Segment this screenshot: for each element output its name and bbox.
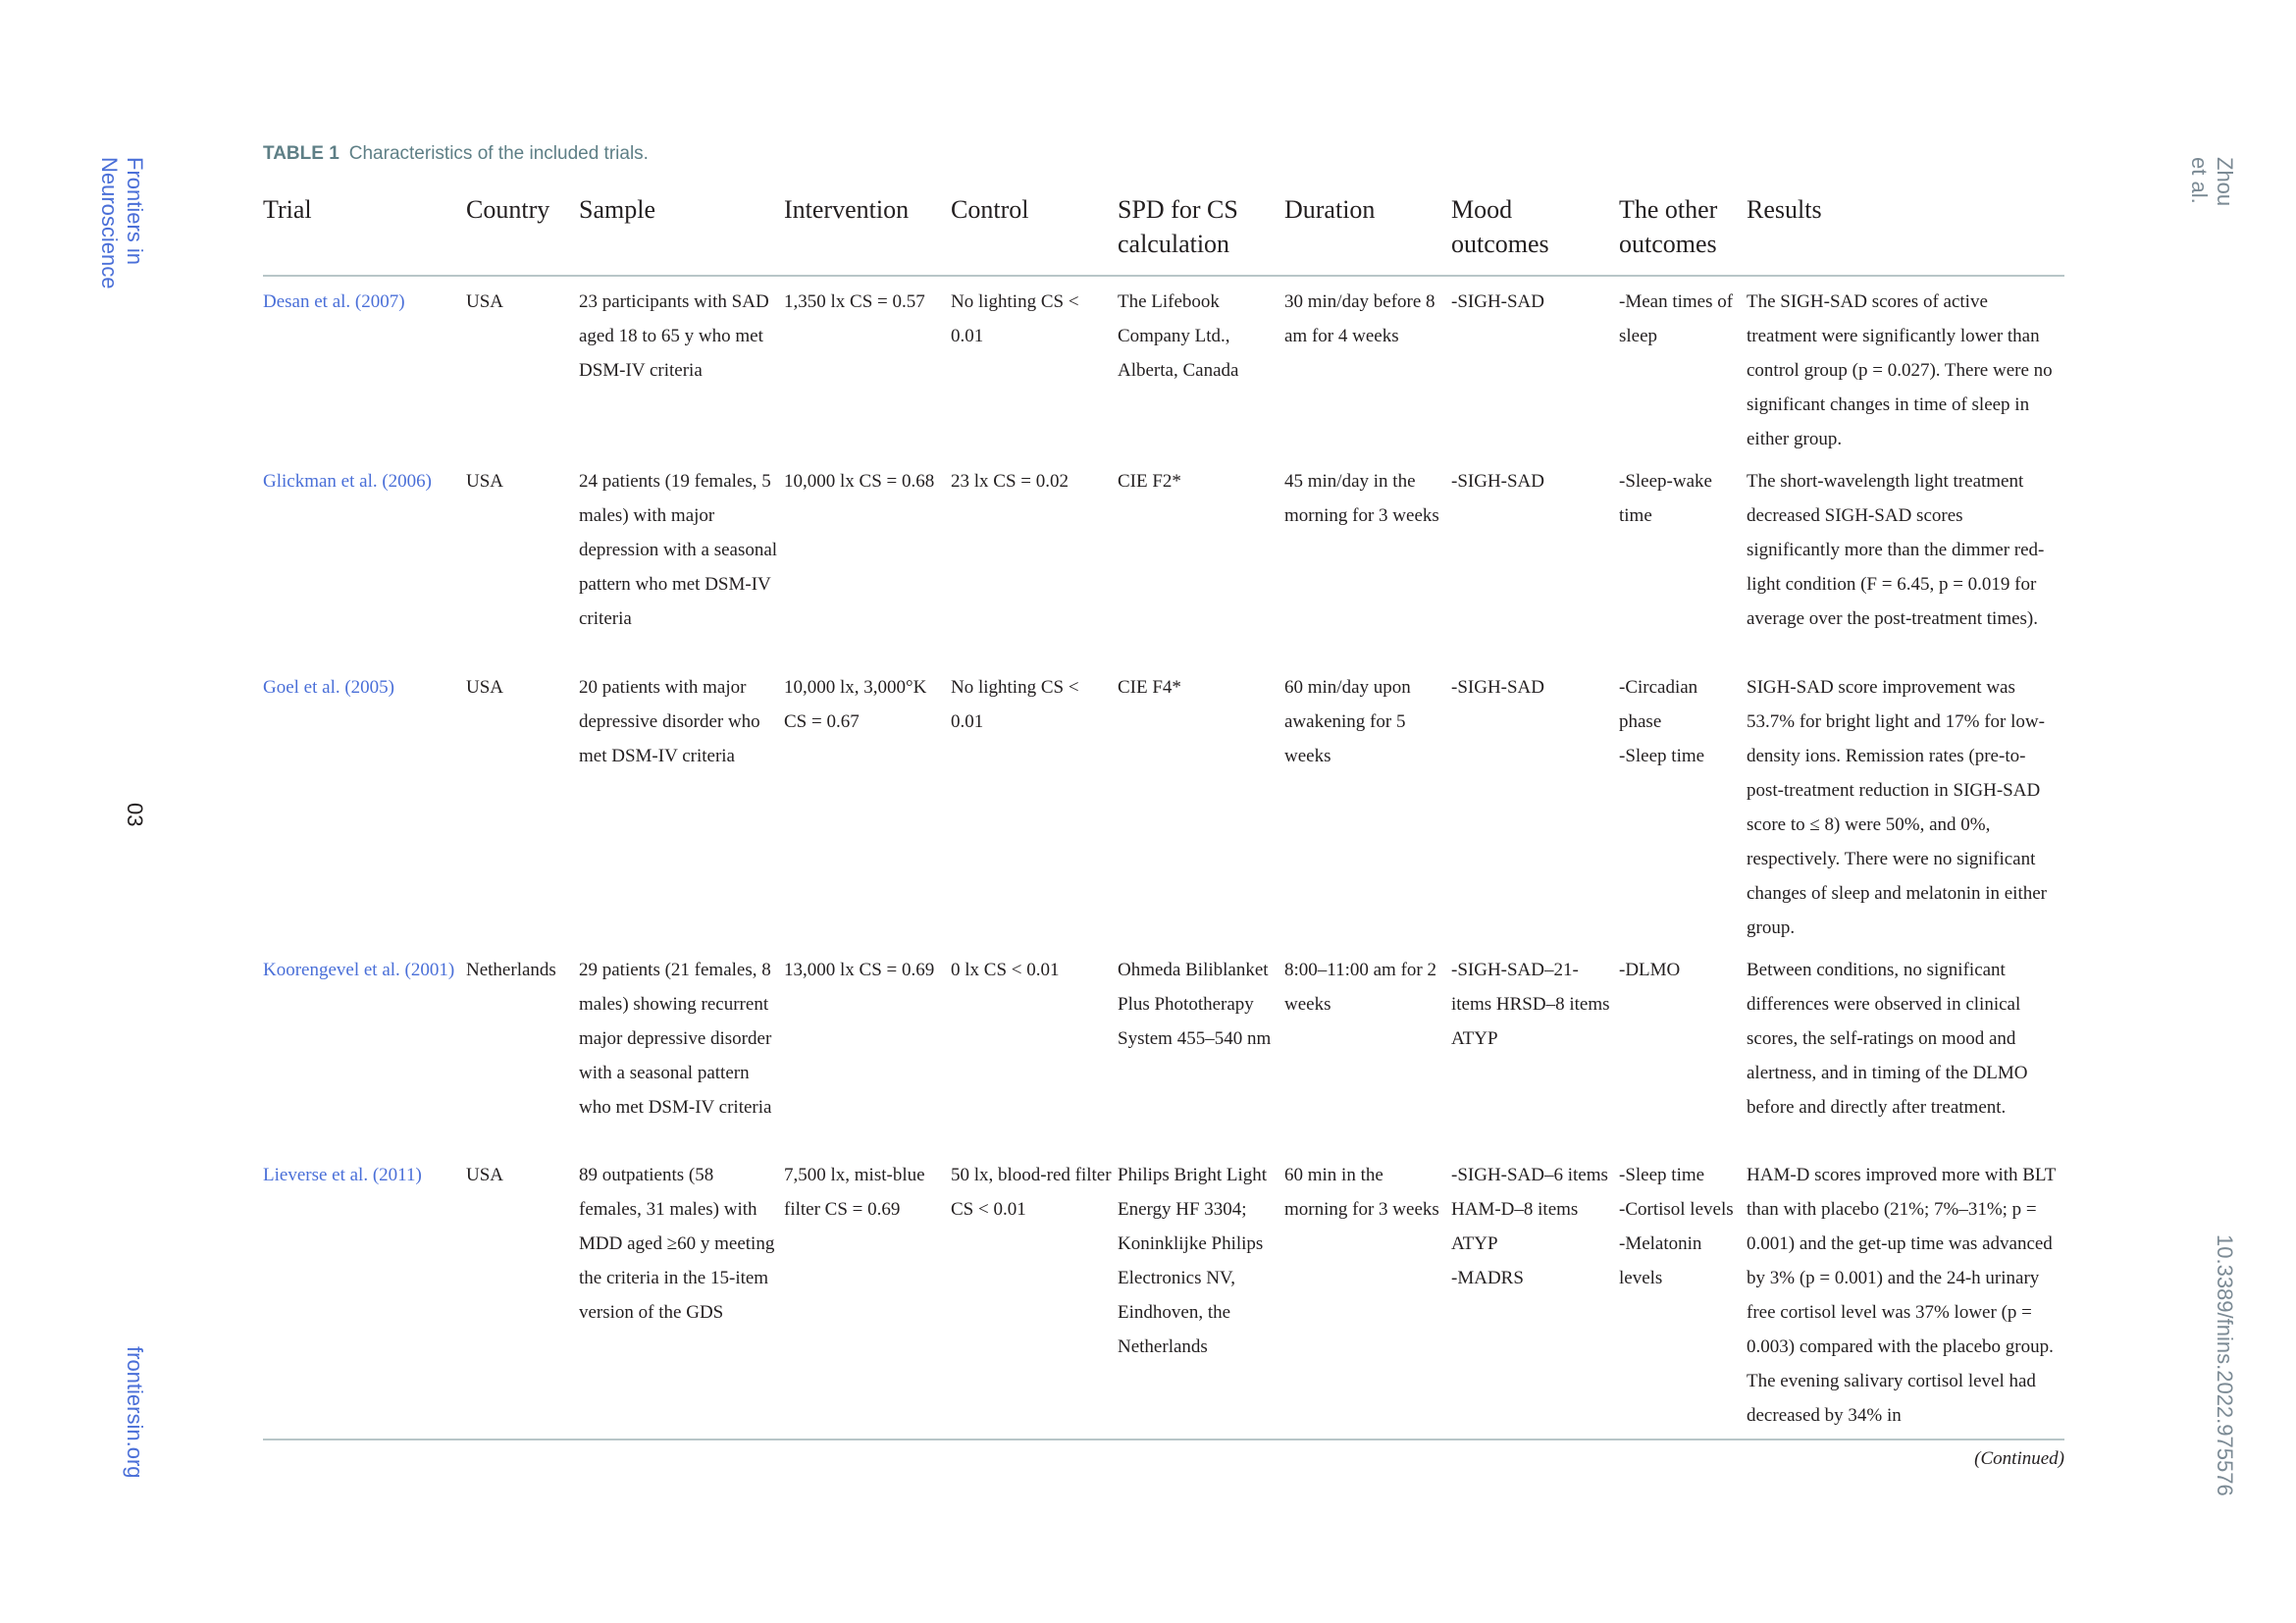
results-cell: The SIGH-SAD scores of active treatment were significantly lower than control group (p = 0.027). There were no significant changes in time of sleep in either group. xyxy=(1747,291,2053,449)
other-item: -Circadian phase xyxy=(1619,677,1698,732)
other-cell xyxy=(1619,276,1747,456)
spd-cell: Ohmeda Biliblanket Plus Phototherapy System 455–540 nm xyxy=(1118,960,1272,1049)
duration-cell: 60 min/day upon awakening for 5 weeks xyxy=(1284,677,1411,766)
country-cell: USA xyxy=(466,1150,579,1440)
mood-item: -SIGH-SAD–6 items HAM-D–8 items ATYP xyxy=(1451,1165,1608,1254)
other-cell xyxy=(1619,1150,1747,1440)
intervention-cell: 10,000 lx, 3,000°K CS = 0.67 xyxy=(784,677,927,732)
table-row xyxy=(263,662,2064,945)
page-number: 03 xyxy=(123,803,147,827)
control-cell: No lighting CS < 0.01 xyxy=(951,291,1079,346)
header-duration: Duration xyxy=(1284,184,1451,276)
mood-cell xyxy=(1451,276,1619,456)
intervention-cell: 7,500 lx, mist-blue filter CS = 0.69 xyxy=(784,1150,951,1440)
other-cell xyxy=(1619,456,1747,662)
trial-citation-link[interactable]: Goel et al. (2005) xyxy=(263,677,395,698)
control-cell: 0 lx CS < 0.01 xyxy=(951,960,1060,980)
other-item: -Cortisol levels xyxy=(1619,1199,1734,1220)
journal-name[interactable] xyxy=(96,157,147,289)
sample-cell: 23 participants with SAD aged 18 to 65 y who met DSM-IV criteria xyxy=(579,291,769,381)
control-cell: 50 lx, blood-red filter CS < 0.01 xyxy=(951,1150,1118,1440)
author-running-head: Zhou et al. xyxy=(2187,157,2237,207)
other-item: -Sleep time xyxy=(1619,1165,1705,1185)
results-cell: HAM-D scores improved more with BLT than with placebo (21%; 7%–31%; p = 0.001) and the get-up time was advanced by 3% (p = 0.001) and the 24-h urinary free cortisol level was 37% lower (p = 0.003) compared with the placebo group. The evening salivary cortisol level had decreased by 34% in xyxy=(1747,1150,2064,1440)
duration-cell: 8:00–11:00 am for 2 weeks xyxy=(1284,960,1436,1015)
other-item: -Sleep-wake time xyxy=(1619,471,1712,526)
site-link[interactable]: frontiersin.org xyxy=(123,1346,147,1479)
table-caption xyxy=(263,143,649,165)
mood-item: -MADRS xyxy=(1451,1268,1524,1288)
results-cell: Between conditions, no significant differences were observed in clinical scores, the self-ratings on mood and alertness, and in timing of the DLMO before and directly after treatment. xyxy=(1747,960,2028,1118)
header-other: The other outcomes xyxy=(1619,184,1747,276)
control-cell: 23 lx CS = 0.02 xyxy=(951,471,1069,492)
country-cell: Netherlands xyxy=(466,960,556,980)
spd-cell: The Lifebook Company Ltd., Alberta, Canada xyxy=(1118,291,1239,381)
sample-cell: 29 patients (21 females, 8 males) showing recurrent major depressive disorder with a seasonal pattern who met DSM-IV criteria xyxy=(579,960,772,1118)
journal-prefix: Frontiers in xyxy=(123,157,147,266)
trials-table xyxy=(263,184,2064,1440)
header-spd: SPD for CS calculation xyxy=(1118,184,1284,276)
table-row xyxy=(263,456,2064,662)
header-country: Country xyxy=(466,184,579,276)
mood-cell xyxy=(1451,456,1619,662)
duration-cell: 60 min in the morning for 3 weeks xyxy=(1284,1150,1451,1440)
other-item: -Mean times of sleep xyxy=(1619,291,1734,346)
mood-item: -SIGH-SAD xyxy=(1451,471,1544,492)
right-margin xyxy=(2187,157,2247,1496)
header-mood: Mood outcomes xyxy=(1451,184,1619,276)
other-item: -Melatonin levels xyxy=(1619,1233,1702,1288)
duration-cell: 45 min/day in the morning for 3 weeks xyxy=(1284,471,1439,526)
left-margin xyxy=(97,157,157,1482)
control-cell: No lighting CS < 0.01 xyxy=(951,677,1079,732)
journal-title: Neuroscience xyxy=(97,157,122,289)
spd-cell: Philips Bright Light Energy HF 3304; Koninklijke Philips Electronics NV, Eindhoven, the Netherlands xyxy=(1118,1150,1284,1440)
sample-cell: 89 outpatients (58 females, 31 males) with MDD aged ≥60 y meeting the criteria in the 15-item version of the GDS xyxy=(579,1150,784,1440)
table-row xyxy=(263,276,2064,456)
other-cell xyxy=(1619,662,1747,945)
table-row xyxy=(263,1150,2064,1440)
mood-cell xyxy=(1451,1150,1619,1440)
spd-cell: CIE F2* xyxy=(1118,471,1181,492)
header-sample: Sample xyxy=(579,184,784,276)
sample-cell: 24 patients (19 females, 5 males) with major depression with a seasonal pattern who met DSM-IV criteria xyxy=(579,471,778,629)
continued-note: (Continued) xyxy=(1974,1448,2064,1469)
spd-cell: CIE F4* xyxy=(1118,677,1181,698)
intervention-cell: 13,000 lx CS = 0.69 xyxy=(784,960,935,980)
mood-cell xyxy=(1451,662,1619,945)
mood-item: -SIGH-SAD–21-items HRSD–8 items ATYP xyxy=(1451,960,1610,1049)
trial-citation-link[interactable]: Koorengevel et al. (2001) xyxy=(263,960,455,980)
trial-citation-link[interactable]: Desan et al. (2007) xyxy=(263,291,405,312)
other-cell xyxy=(1619,945,1747,1150)
results-cell: SIGH-SAD score improvement was 53.7% for bright light and 17% for low-density ions. Remission rates (pre-to-post-treatment reduction in SIGH-SAD score to ≤ 8) were 50%, and 0%, respectively. There were no significant changes of sleep and melatonin in either group. xyxy=(1747,677,2048,938)
other-item: -Sleep time xyxy=(1619,746,1705,766)
table-row xyxy=(263,945,2064,1150)
country-cell: USA xyxy=(466,291,504,312)
table-title: Characteristics of the included trials. xyxy=(348,143,649,164)
header-results: Results xyxy=(1747,184,2064,276)
results-cell: The short-wavelength light treatment decreased SIGH-SAD scores significantly more than the dimmer red-light condition (F = 6.45, p = 0.019 for average over the post-treatment times). xyxy=(1747,471,2045,629)
mood-item: -SIGH-SAD xyxy=(1451,677,1544,698)
trial-citation-link[interactable]: Glickman et al. (2006) xyxy=(263,471,433,492)
table-label: TABLE 1 xyxy=(263,143,339,164)
doi-link[interactable]: 10.3389/fnins.2022.975576 xyxy=(2213,1234,2237,1496)
header-intervention: Intervention xyxy=(784,184,951,276)
sample-cell: 20 patients with major depressive disorder who met DSM-IV criteria xyxy=(579,677,760,766)
intervention-cell: 1,350 lx CS = 0.57 xyxy=(784,291,925,312)
header-trial: Trial xyxy=(263,184,466,276)
country-cell: USA xyxy=(466,677,504,698)
header-control: Control xyxy=(951,184,1118,276)
trial-citation-link[interactable]: Lieverse et al. (2011) xyxy=(263,1150,466,1440)
intervention-cell: 10,000 lx CS = 0.68 xyxy=(784,471,935,492)
table-header-row xyxy=(263,184,2064,276)
mood-item: -SIGH-SAD xyxy=(1451,291,1544,312)
duration-cell: 30 min/day before 8 am for 4 weeks xyxy=(1284,291,1435,346)
other-item: -DLMO xyxy=(1619,960,1681,980)
country-cell: USA xyxy=(466,471,504,492)
mood-cell xyxy=(1451,945,1619,1150)
